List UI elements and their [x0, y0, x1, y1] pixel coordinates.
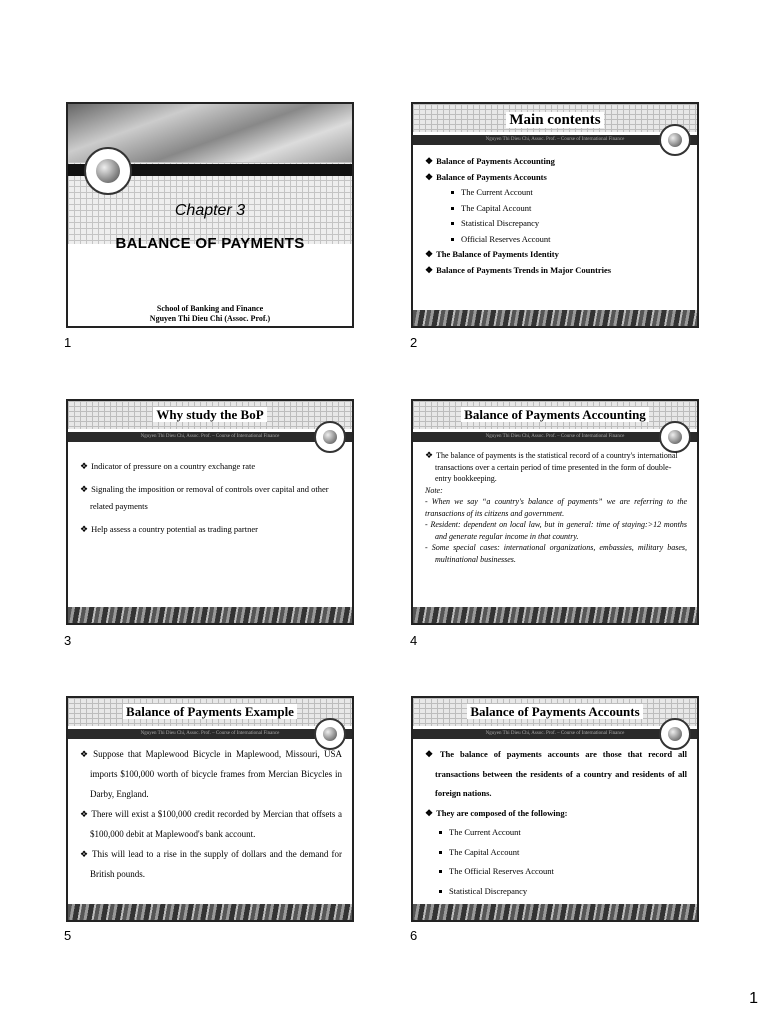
slide-content — [425, 450, 687, 565]
author-name: Nguyen Thi Dieu Chi (Assoc. Prof.) — [149, 314, 271, 323]
slide-content — [80, 744, 342, 884]
slide-content — [425, 154, 687, 278]
slide-footer — [68, 607, 352, 623]
list-item: ❖ Balance of Payments Trends in Major Countries — [425, 264, 612, 275]
list-item: ❖ Balance of Payments Accounts — [425, 171, 547, 182]
slide-3 — [66, 399, 354, 625]
slide-5 — [66, 696, 354, 922]
header-strip: Nguyen Thi Dieu Chi, Assoc. Prof. – Course of International Finance — [68, 432, 352, 442]
slide-footer — [413, 607, 697, 623]
sub-item: The Current Account — [425, 823, 687, 843]
slide-1 — [66, 102, 354, 328]
globe-icon — [659, 421, 691, 453]
slide-content — [80, 458, 342, 538]
sub-item: The Capital Account — [425, 201, 687, 217]
header-strip: Nguyen Thi Dieu Chi, Assoc. Prof. – Course of International Finance — [413, 729, 697, 739]
slide-title: Balance of Payments Accounting — [413, 407, 697, 423]
list-item: ❖ Signaling the imposition or removal of controls over capital and other related payments — [80, 484, 329, 511]
slide-4 — [411, 399, 699, 625]
note-item: - Resident: dependent on local law, but in general: time of staying:>12 months and generate regular income in that country. — [425, 520, 687, 541]
globe-icon — [659, 124, 691, 156]
note-item: - When we say “a country's balance of payments” we are referring to the transactions of its citizens and government. — [425, 497, 687, 518]
list-item: ❖ The balance of payments accounts are those that record all transactions between the residents of a country and residents of all foreign nations. — [425, 749, 687, 798]
sub-item: Statistical Discrepancy — [425, 882, 687, 902]
sub-item: The Capital Account — [425, 843, 687, 863]
slide-title: Balance of Payments Example — [68, 704, 352, 720]
slide-title: Why study the BoP — [68, 407, 352, 423]
slide-number: 6 — [410, 928, 418, 943]
list-item: ❖ Help assess a country potential as trading partner — [80, 524, 258, 534]
header-strip: Nguyen Thi Dieu Chi, Assoc. Prof. – Course of International Finance — [68, 729, 352, 739]
slide-number: 3 — [64, 633, 72, 648]
list-item: ❖ The Balance of Payments Identity — [425, 249, 559, 259]
sub-item: Official Reserves Account — [425, 232, 687, 248]
slide-content — [425, 745, 687, 901]
page-number: 1 — [749, 990, 758, 1007]
list-item: ❖ The balance of payments is the statistical record of a country's international transactions over a certain period of time presented in the form of double-entry bookkeeping. — [425, 450, 678, 483]
header-strip: Nguyen Thi Dieu Chi, Assoc. Prof. – Course of International Finance — [413, 432, 697, 442]
list-item: ❖ They are composed of the following: — [425, 807, 568, 818]
slide-number: 4 — [410, 633, 418, 648]
header-strip: Nguyen Thi Dieu Chi, Assoc. Prof. – Course of International Finance — [413, 135, 697, 145]
list-item: ❖ Indicator of pressure on a country exchange rate — [80, 461, 256, 471]
note-label: Note: — [425, 485, 443, 495]
list-item: ❖ Suppose that Maplewood Bicycle in Maplewood, Missouri, USA imports $100,000 worth of bicycle frames from Mercian Bicycles in Darby, England. — [80, 749, 342, 799]
school-name: School of Banking and Finance — [156, 304, 264, 313]
sub-item: The Official Reserves Account — [425, 862, 687, 882]
slide-title: Main contents — [413, 112, 697, 129]
slide-number: 1 — [64, 335, 72, 350]
globe-icon — [314, 421, 346, 453]
list-item: ❖ Balance of Payments Accounting — [425, 156, 555, 166]
slide-footer — [413, 904, 697, 920]
slide-footer — [413, 310, 697, 326]
slide-2 — [411, 102, 699, 328]
list-item: ❖ There will exist a $100,000 credit recorded by Mercian that offsets a $100,000 debit at Maplewood's bank account. — [80, 809, 342, 839]
slide-title: Balance of Payments Accounts — [413, 704, 697, 720]
chapter-label: Chapter 3 — [174, 202, 246, 219]
sub-item: The Current Account — [425, 185, 687, 201]
slide-number: 5 — [64, 928, 72, 943]
globe-icon — [84, 147, 132, 195]
slide-title: BALANCE OF PAYMENTS — [115, 235, 305, 252]
slide-6 — [411, 696, 699, 922]
sub-item: Statistical Discrepancy — [425, 216, 687, 232]
slide-number: 2 — [410, 335, 418, 350]
slide-footer — [68, 904, 352, 920]
list-item: ❖ This will lead to a rise in the supply of dollars and the demand for British pounds. — [80, 849, 342, 879]
note-item: - Some special cases: international organizations, embassies, military bases, multinational businesses. — [425, 543, 687, 564]
